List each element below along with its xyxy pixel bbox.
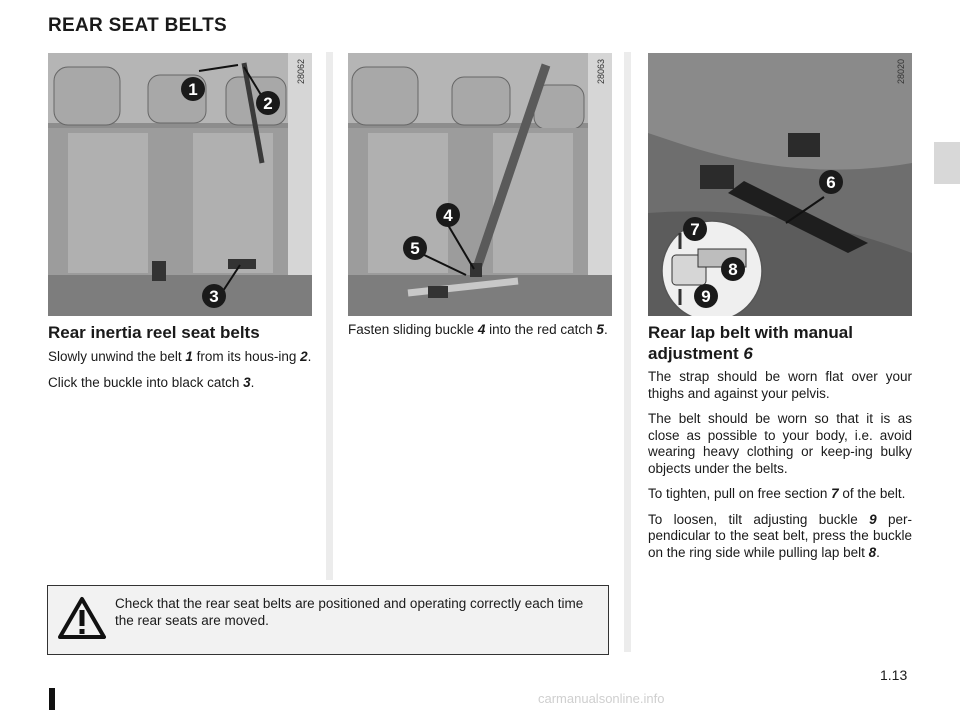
photo-code: 28063 [596,59,606,85]
photo-lap-belt [648,53,912,316]
callout-3 [202,284,226,308]
callout-8 [721,257,745,281]
photo-code: 28020 [896,59,906,85]
callout-9 [694,284,718,308]
warning-triangle-icon [58,596,106,640]
photo-sliding-buckle [348,53,612,316]
svg-text:8: 8 [728,260,738,279]
callout-6 [819,170,843,194]
callout-7 [683,217,707,241]
photo-code: 28062 [296,59,306,85]
callout-5 [403,236,427,260]
corner-mark [49,688,55,710]
col1-paragraph-1: Slowly unwind the belt 1 from its hous-ing 2. [48,349,312,364]
watermark: carmanualsonline.info [538,691,665,706]
col3-body [648,369,912,570]
svg-text:5: 5 [410,239,420,258]
svg-text:3: 3 [209,287,219,306]
warning-box [47,585,609,655]
col1-paragraph-2: Click the buckle into black catch 3. [48,374,255,390]
col3-paragraph-3: To tighten, pull on free section 7 of the belt. [648,486,906,501]
col3-paragraph-4: To loosen, tilt adjusting buckle 9 per-pendicular to the seat belt, press the buckle on the ring side while pulling lap belt 8. [648,511,913,560]
svg-text:1: 1 [188,80,198,99]
svg-text:9: 9 [701,287,711,306]
page-number: 1.13 [880,667,908,683]
callout-4 [436,203,460,227]
svg-text:4: 4 [443,206,453,225]
photo-inertia-reel-belt [48,53,312,316]
svg-text:6: 6 [826,173,836,192]
col1-body [48,349,312,400]
svg-text:2: 2 [263,94,273,113]
heading-lap-belt: Rear lap belt with manual adjustment 6 [648,323,853,363]
column-divider [624,52,631,652]
heading-inertia-reel: Rear inertia reel seat belts [48,323,260,342]
warning-text: Check that the rear seat belts are positioned and operating correctly each time the rear seats are moved. [115,596,584,628]
col2-paragraph-1: Fasten sliding buckle 4 into the red catch 5. [348,322,608,337]
col3-paragraph-1: The strap should be worn flat over your thighs and against your pelvis. [648,369,912,401]
callout-2 [256,91,280,115]
col2-body [348,322,612,348]
callout-1 [181,77,205,101]
page-title: REAR SEAT BELTS [48,15,228,36]
column-divider [326,52,333,580]
svg-text:7: 7 [690,220,700,239]
col3-paragraph-2: The belt should be worn so that it is as close as possible to your body, i.e. avoid wearing heavy clothing or keep-ing bulky objects under the belts. [648,411,912,476]
section-tab [934,142,960,184]
